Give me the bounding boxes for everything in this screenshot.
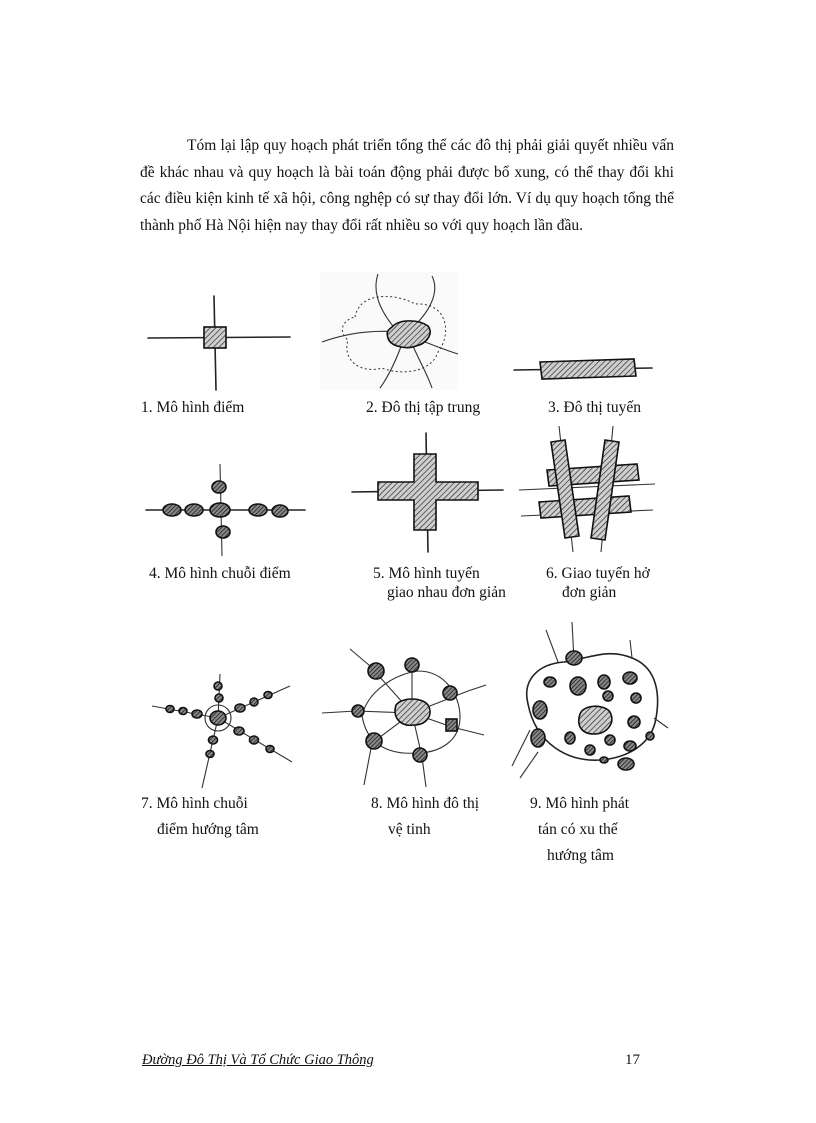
caption-fig6-line2: đơn giản (562, 584, 617, 601)
caption-fig5-line2: giao nhau đơn giản (387, 584, 506, 601)
open-grid-diagram (517, 424, 657, 554)
paragraph-text: Tóm lại lập quy hoạch phát triển tổng thể các đô thị phải giải quyết nhiều vấn đề khác nhau và quy hoạch là bài toán động phải được bổ xung, có thể thay đổi khi các điều kiện kinh tế xã hội, công nghệp có sự thay đổi lớn. Ví dụ quy hoạch tổng thể thành phố Hà Nội hiện nay thay đổi rất nhiều so với quy hoạch lần đầu. (140, 137, 674, 234)
radial-chain-diagram (150, 672, 300, 790)
dispersed-centripetal-diagram (508, 620, 668, 780)
caption-fig3: 3. Đô thị tuyến (548, 399, 641, 416)
caption-fig1: 1. Mô hình điểm (141, 399, 245, 416)
crossing-lines-diagram (348, 430, 508, 555)
body-paragraph (140, 133, 674, 239)
linear-city-diagram (510, 348, 660, 388)
caption-fig2: 2. Đô thị tập trung (366, 399, 481, 416)
footer-title: Đường Đô Thị Và Tổ Chức Giao Thông (142, 1052, 374, 1068)
caption-fig7-line2: điểm hướng tâm (157, 821, 259, 838)
caption-fig9-line3: hướng tâm (547, 847, 614, 864)
concentrated-city-diagram (320, 272, 460, 390)
caption-fig7-line1: 7. Mô hình chuỗi (141, 795, 248, 812)
page-number: 17 (625, 1052, 640, 1068)
point-model-diagram (140, 290, 300, 400)
caption-fig5-line1: 5. Mô hình tuyến (373, 565, 480, 582)
caption-fig6-line1: 6. Giao tuyến hở (546, 565, 650, 582)
caption-fig4: 4. Mô hình chuỗi điểm (149, 565, 291, 582)
caption-fig9-line1: 9. Mô hình phát (530, 795, 630, 812)
point-chain-diagram (140, 460, 310, 560)
caption-fig9-line2: tán có xu thế (538, 821, 618, 838)
satellite-city-diagram (320, 645, 490, 790)
caption-fig8-line1: 8. Mô hình đô thị (371, 795, 480, 812)
caption-fig8-line2: vệ tinh (388, 821, 431, 838)
